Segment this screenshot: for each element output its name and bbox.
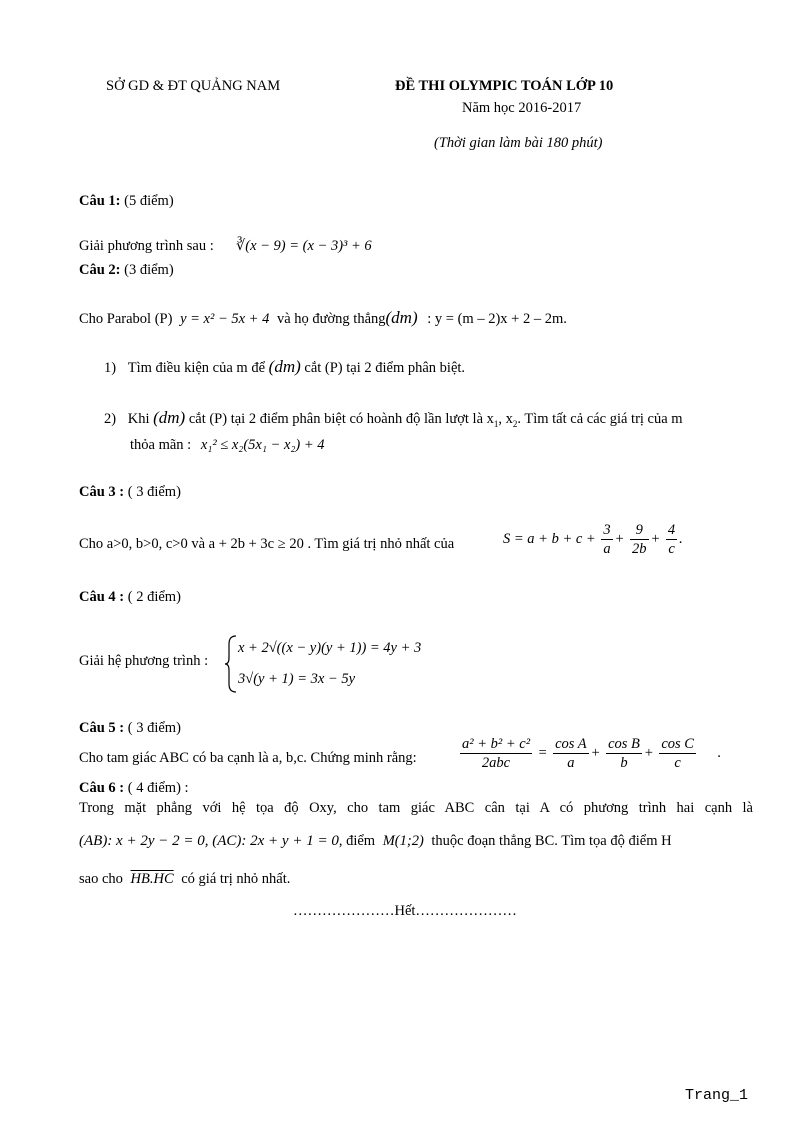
- line-family-equation: : y = (m – 2)x + 2 – 2m.: [427, 311, 567, 327]
- school-year: Năm học 2016-2017: [462, 100, 582, 116]
- item-1-number: 1): [104, 360, 117, 376]
- question-2-item-1: [104, 357, 465, 377]
- question-2-title: Câu 2:: [79, 262, 121, 278]
- item-1-text-a: Tìm điều kiện của m để: [127, 360, 266, 376]
- parabola-equation: y = x² − 5x + 4: [180, 311, 270, 327]
- question-2-intro-text: Cho Parabol (P): [79, 311, 173, 327]
- item-2-text-e: thỏa mãn :: [130, 437, 192, 453]
- question-6-text-end: thuộc đoạn thẳng BC. Tìm tọa độ điểm H: [431, 833, 672, 849]
- question-2-item-2-condition: [130, 437, 325, 454]
- question-5-points: ( 3 điểm): [127, 720, 181, 736]
- question-2-intro: [79, 308, 567, 328]
- question-3-text: Cho a>0, b>0, c>0 và a + 2b + 3c ≥ 20 . Tìm giá trị nhỏ nhất của: [79, 536, 455, 552]
- question-1-points: (5 điểm): [124, 193, 174, 209]
- question-6-text-b: có giá trị nhỏ nhất.: [181, 871, 291, 887]
- time-note: (Thời gian làm bài 180 phút): [434, 135, 603, 151]
- question-3-heading: [79, 484, 181, 501]
- question-2-heading: [79, 262, 174, 279]
- department-name: SỞ GD & ĐT QUẢNG NAM: [106, 78, 281, 94]
- question-6-points: ( 4 điểm) :: [127, 780, 189, 796]
- item-2-line-name: (dm): [153, 408, 186, 427]
- question-6-line-3: [79, 871, 290, 888]
- question-2-intro-text-2: và họ đường thẳng: [276, 311, 386, 327]
- question-1-equation: ∛(x − 9) = (x − 3)³ + 6: [236, 238, 372, 254]
- item-2-text-a: Khi: [127, 411, 150, 427]
- system-brace-icon: [224, 634, 238, 694]
- question-6-line-2: [79, 833, 672, 850]
- end-mark: …………………Hết…………………: [293, 903, 517, 919]
- question-6-heading: [79, 780, 189, 797]
- question-6-text-mid: , điểm: [338, 833, 376, 849]
- vector-product: HB.HC: [130, 871, 174, 887]
- item-2-text-d: . Tìm tất cả các giá trị của m: [517, 411, 683, 427]
- question-5-text: Cho tam giác ABC có ba cạnh là a, b,c. Chứng minh rằng:: [79, 750, 417, 766]
- question-2-item-2: 2) Khi (dm) cắt (P) tại 2 điểm phân biệt có hoành độ lần lượt là $x_1$, $x_2$. Tìm tất cả các giá trị của m: [104, 408, 683, 429]
- question-3-title: Câu 3 :: [79, 484, 125, 500]
- item-1-line-name: (dm): [268, 357, 301, 376]
- question-4-title: Câu 4 :: [79, 589, 125, 605]
- question-6-line-1: Trong mặt phẳng với hệ tọa độ Oxy, cho tam giác ABC cân tại A có phương trình hai cạnh là: [79, 800, 753, 816]
- item-1-text-b: cắt (P) tại 2 điểm phân biệt.: [304, 360, 466, 376]
- line-family-name: (dm): [385, 308, 418, 327]
- question-4-heading: [79, 589, 181, 606]
- page-number: Trang_1: [685, 1087, 749, 1104]
- item-2-text-c: , x: [498, 411, 513, 427]
- question-3-expression: S = a + b + c + $\frac{3}{a}$ + $\frac{9}{2b}$ + $\frac{4}{c}$ .: [503, 522, 683, 558]
- side-equations: (AB): x + 2y − 2 = 0, (AC): 2x + y + 1 = 0: [79, 833, 339, 849]
- question-1-heading: [79, 193, 174, 210]
- question-1-title: Câu 1:: [79, 193, 121, 209]
- system-equation-2: 3√(y + 1) = 3x − 5y: [238, 671, 356, 687]
- question-3-points: ( 3 điểm): [127, 484, 181, 500]
- system-equation-1: x + 2√((x − y)(y + 1)) = 4y + 3: [238, 640, 422, 656]
- item-2-inequality: x₁² ≤ x₂(5x₁ − x₂) + 4: [200, 437, 325, 453]
- question-2-points: (3 điểm): [124, 262, 174, 278]
- item-2-text-b: cắt (P) tại 2 điểm phân biệt có hoành độ lần lượt là x: [188, 411, 494, 427]
- question-6-title: Câu 6 :: [79, 780, 125, 796]
- question-4-points: ( 2 điểm): [127, 589, 181, 605]
- question-4-text: Giải hệ phương trình :: [79, 653, 209, 669]
- item-2-number: 2): [104, 411, 117, 427]
- point-m: M(1;2): [382, 833, 424, 849]
- question-1-text: Giải phương trình sau :: [79, 238, 214, 254]
- exam-title: ĐỀ THI OLYMPIC TOÁN LỚP 10: [395, 78, 614, 94]
- question-5-title: Câu 5 :: [79, 720, 125, 736]
- question-6-text-a: sao cho: [79, 871, 123, 887]
- question-5-identity: $\frac{\text{a² + b² + c²}}{\text{2abc}}$ = $\frac{\text{cos A}}{a}$ + $\frac{\text{cos B}}{b}$ + $\frac{\text{cos C}}{c}$ .: [462, 736, 722, 772]
- question-5-heading: [79, 720, 181, 737]
